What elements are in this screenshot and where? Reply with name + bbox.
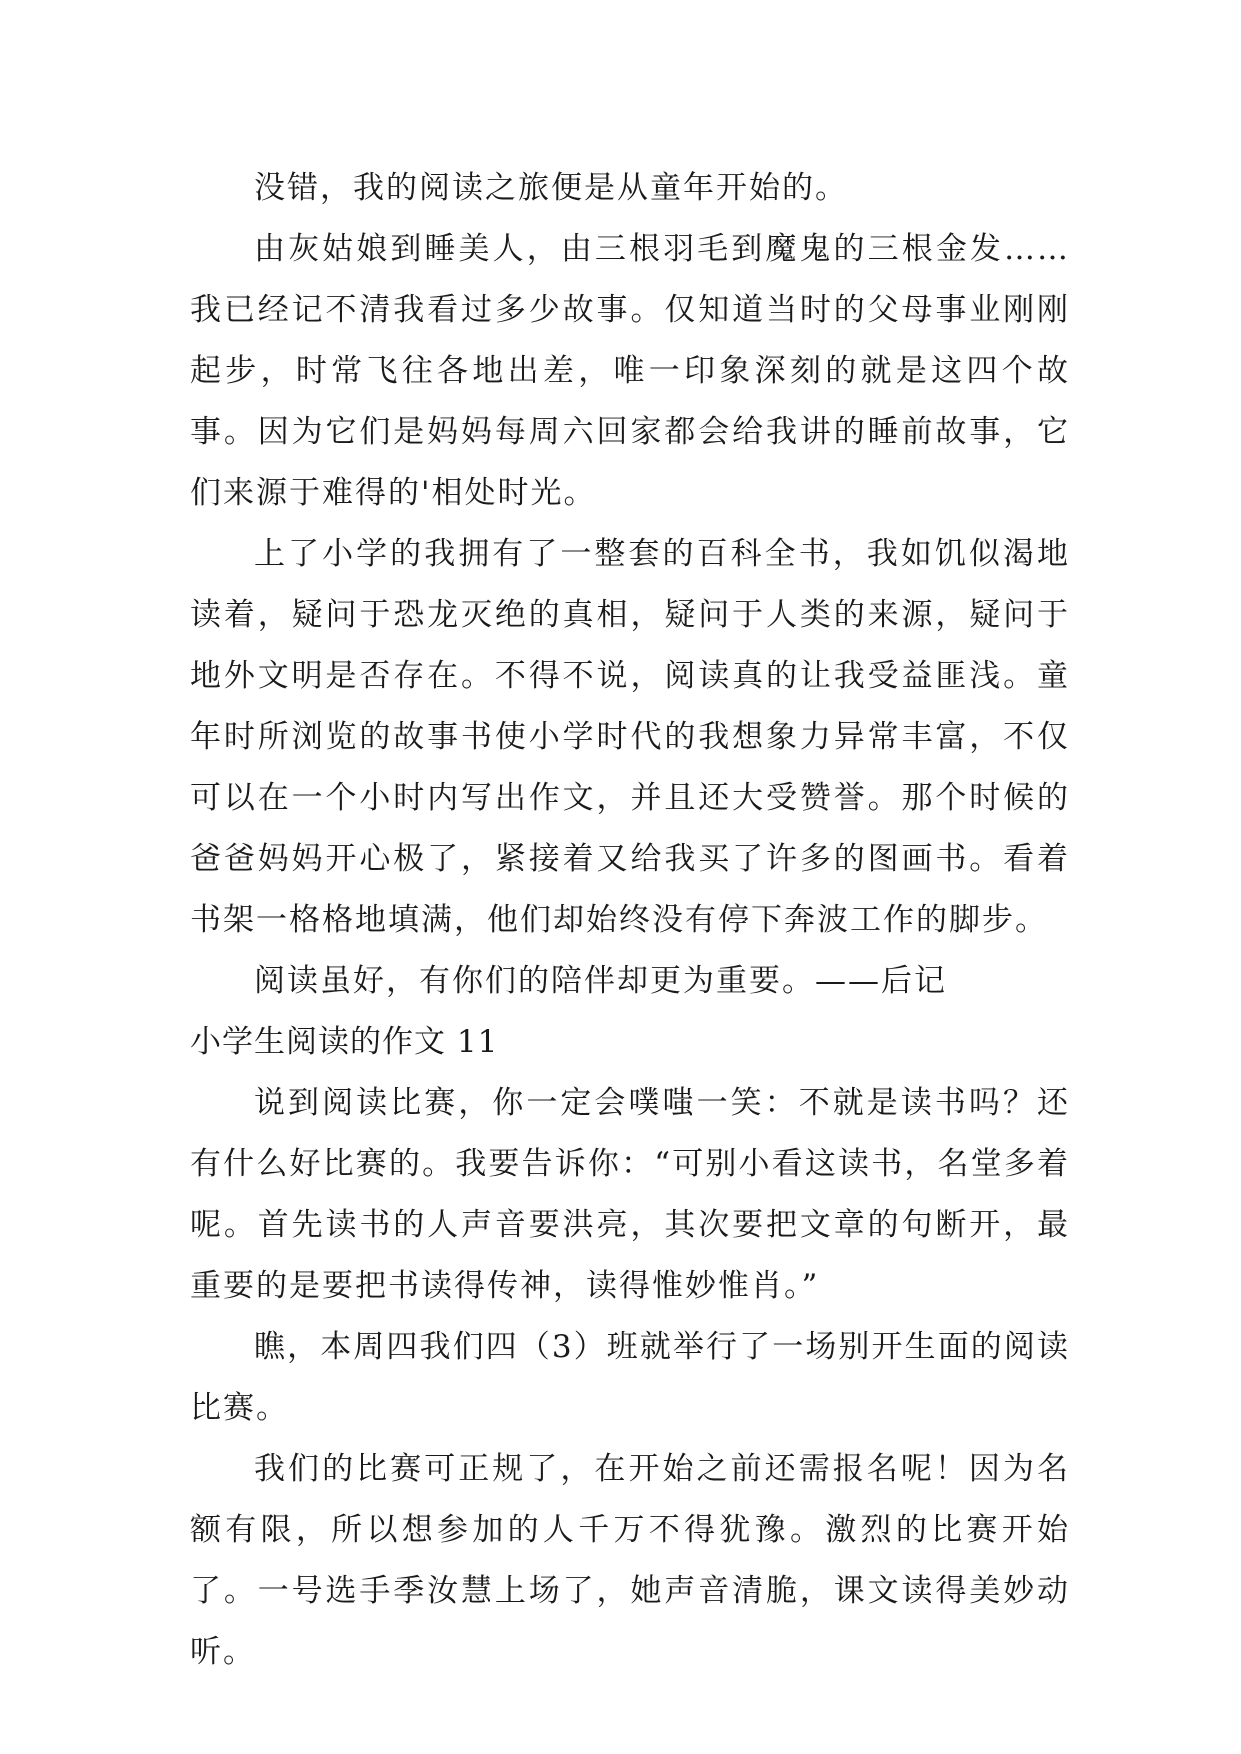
paragraph: 我们的比赛可正规了，在开始之前还需报名呢！因为名额有限，所以想参加的人千万不得犹豫。激烈的比赛开始了。一号选手季汝慧上场了，她声音清脆，课文读得美妙动听。 xyxy=(190,1451,1070,1670)
paragraph: 上了小学的我拥有了一整套的百科全书，我如饥似渴地读着，疑问于恐龙灭绝的真相，疑问于人类的来源，疑问于地外文明是否存在。不得不说，阅读真的让我受益匪浅。童年时所浏览的故事书使小学时代的我想象力异常丰富，不仅可以在一个小时内写出作文，并且还大受赞誉。那个时候的爸爸妈妈开心极了，紧接着又给我买了许多的图画书。看着书架一格格地填满，他们却始终没有停下奔波工作的脚步。 xyxy=(190,536,1070,938)
paragraph: 瞧，本周四我们四（3）班就举行了一场别开生面的阅读比赛。 xyxy=(190,1329,1070,1426)
document-body xyxy=(190,158,1070,1683)
paragraph: 没错，我的阅读之旅便是从童年开始的。 xyxy=(254,170,848,206)
section-title: 小学生阅读的作文 11 xyxy=(190,1024,499,1060)
paragraph: 阅读虽好，有你们的陪伴却更为重要。——后记 xyxy=(254,963,947,999)
paragraph: 说到阅读比赛，你一定会噗嗤一笑：不就是读书吗？还有什么好比赛的。我要告诉你：“可别小看这读书，名堂多着呢。首先读书的人声音要洪亮，其次要把文章的句断开，最重要的是要把书读得传神，读得惟妙惟肖。” xyxy=(190,1085,1070,1304)
paragraph: 由灰姑娘到睡美人，由三根羽毛到魔鬼的三根金发……我已经记不清我看过多少故事。仅知道当时的父母事业刚刚起步，时常飞往各地出差，唯一印象深刻的就是这四个故事。因为它们是妈妈每周六回家都会给我讲的睡前故事，它们来源于难得的'相处时光。 xyxy=(190,231,1070,511)
